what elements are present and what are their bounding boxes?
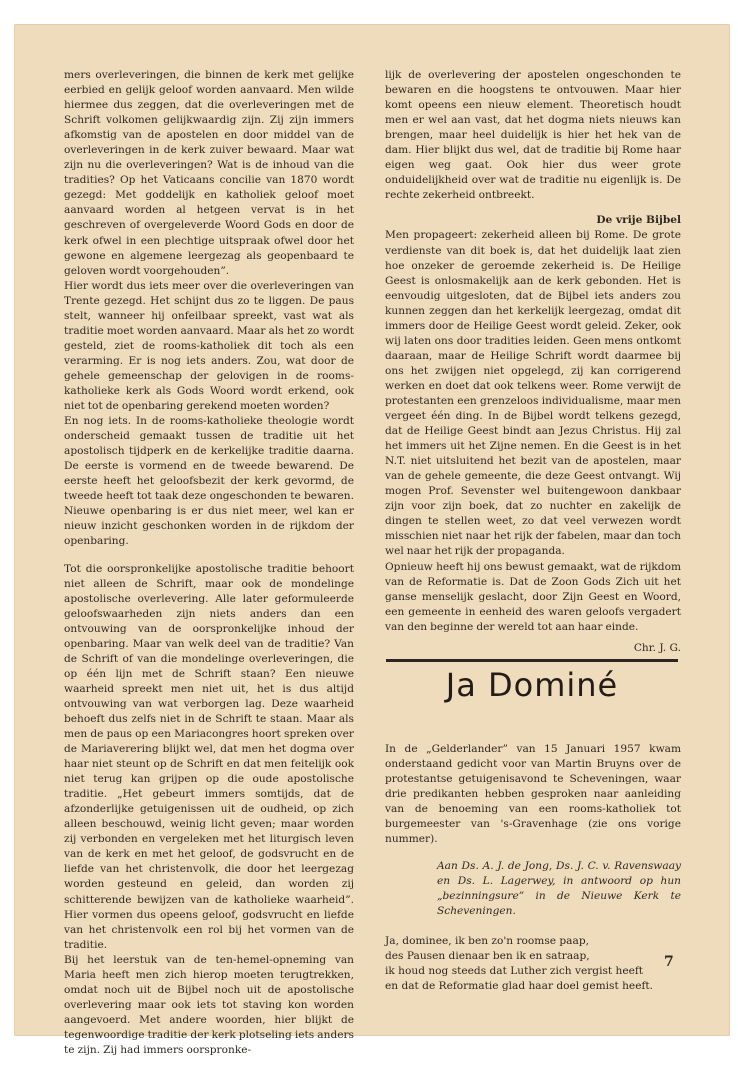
left-paragraph-2: Hier wordt dus iets meer over die overleveringen van Trente gezegd. Het schijnt dus zo te liggen. De paus stelt, wanneer hij onfeilbaar spreekt, vast wat als traditie moet worden aanvaard. Maar als het zo wordt gesteld, ziet de rooms-katholiek dit toch als een verarming. Er is nog iets anders. Zou, wat door de gehele gemeenschap der gelovigen in de rooms-katholieke kerk als Gods Woord wordt erkend, ook niet tot de openbaring gerekend moeten worden?: [64, 279, 354, 413]
paragraph-gap: [64, 550, 354, 562]
right-paragraph-3: Opnieuw heeft hij ons bewust gemaakt, wat de rijkdom van de Reformatie is. Dat de Zoon Gods Zich uit het ganse menselijk geslacht, door Zijn Geest en Woord, een gemeente in eenheid des waren geloofs vergadert van den beginne der wereld tot aan haar einde.: [385, 560, 681, 633]
left-paragraph-5: Bij het leerstuk van de ten-hemel-opneming van Maria heeft men zich hierop moeten terugtrekken, omdat noch uit de Bijbel noch uit de apostolische overlevering maar ook iets tot staving kon worden aangevoerd. Met andere woorden, hier blijkt de tegenwoordige traditie der kerk plotseling iets anders te zijn. Zij had immers oorspronke-: [64, 953, 354, 1056]
right-paragraph-2: Men propageert: zekerheid alleen bij Rome. De grote verdienste van dit boek is, dat het duidelijk laat zien hoe onzeker de geroemde zekerheid is. De Heilige Geest is onlosmakelijk aan de kerk gebonden. Het is eenvoudig uitgesloten, dat de Bijbel iets anders zou kunnen zeggen dan het kerkelijk leergezag, omdat dit immers door de Heilige Geest wordt geleid. Zeker, ook wij laten ons door tradities leiden. Geen mens ontkomt daaraan, maar de Heilige Schrift wordt daarmee bij ons het zwijgen niet opgelegd, zij kan corrigerend werken en doet dat ook telkens weer. Rome verwijt de protestanten een grenzeloos individualisme, maar men vergeet één ding. In de Bijbel wordt telkens gezegd, dat de Heilige Geest bindt aan Jezus Christus. Hij zal het immers uit het Zijne nemen. En die Geest is in het N.T. niet uitsluitend het bezit van de apostelen, maar van de gehele gemeente, die deze Geest ontvangt. Wij mogen Prof. Sevenster wel buitengewoon dankbaar zijn voor zijn boek, dat zo nuchter en zakelijk de dingen te stellen weet, zo dat veel verwezen wordt misschien niet naar het rijk der fabelen, maar dan toch wel naar het rijk der propaganda.: [385, 229, 681, 558]
title-rule: [386, 659, 678, 662]
poem-line: ik houd nog steeds dat Luther zich vergist heeft: [385, 964, 644, 977]
poem-dedication: Aan Ds. A. J. de Jong, Ds. J. C. v. Ravenswaay en Ds. L. Lagerwey, in antwoord op hun „bezinningsure” in de Nieuwe Kerk te Scheveningen.: [437, 860, 681, 918]
poem-line: des Pausen dienaar ben ik en satraap,: [385, 949, 590, 962]
article-title: Ja Dominé: [445, 666, 619, 704]
poem-line: en dat de Reformatie glad haar doel gemist heeft.: [385, 979, 654, 992]
left-column: [64, 68, 354, 1058]
left-paragraph-3: En nog iets. In de rooms-katholieke theologie wordt onderscheid gemaakt tussen de traditie uit het apostolisch tijdperk en de kerkelijke traditie daarna. De eerste is vormend en de tweede bewarend. De eerste heeft het geloofsbezit der kerk gevormd, de tweede heeft tot taak deze ongeschonden te bewaren. Nieuwe openbaring is er dus niet meer, wel kan er nieuw inzicht geschonken worden in de rijkdom der openbaring.: [64, 415, 354, 548]
left-paragraph-4: Tot die oorspronkelijke apostolische traditie behoort niet alleen de Schrift, maar ook de mondelinge apostolische overlevering. Alle later geformuleerde geloofswaarheden zijn niets anders dan een ontvouwing van de oorspronkelijke inhoud der openbaring. Maar van welk deel van de traditie? Van de Schrift of van die mondelinge overleveringen, die op één lijn met de Schrift staan? Een nieuwe waarheid spreekt men niet uit, het is dus altijd ontvouwing van wat verborgen lag. Deze waarheid behoeft dus zelfs niet in de Schrift te staan. Maar als men de paus op een Mariacongres hoort spreken over de Mariaverering blijkt wel, dat men het dogma over haar niet steunt op de Schrift en dat men feitelijk ook niet terug kan grijpen op die oude apostolische traditie. „Het gebeurt immers somtijds, dat de afzonderlijke getuigenissen uit de oudheid, op zich alleen beschouwd, weinig licht geven; maar worden zij verbonden en vergeleken met het liturgisch leven van de kerk en met het geloof, de godsvrucht en de liefde van het christenvolk, die door het leergezag worden gesteund en geleid, dan worden zij schitterende bewijzen van de katholieke waarheid”. Hier vormen dus opeens geloof, godsvrucht en liefde van het christenvolk een rol bij het vormen van de traditie.: [64, 562, 354, 951]
page-number: 7: [664, 954, 674, 970]
section-heading: De vrije Bijbel: [596, 214, 681, 227]
author-signature: Chr. J. G.: [633, 641, 681, 654]
poem: [385, 934, 681, 994]
magazine-page: [14, 24, 730, 1056]
right-column: [385, 68, 681, 656]
article-two: [385, 742, 681, 994]
poem-line: Ja, dominee, ik ben zo'n roomse paap,: [385, 934, 589, 947]
left-paragraph-1: mers overleveringen, die binnen de kerk met gelijke eerbied en gelijk geloof worden aanvaard. Men wilde hiermee dus zeggen, dat die overleveringen met de Schrift volkomen gelijkwaardig zijn. Zij zijn immers afkomstig van de apostelen en door middel van de overleveringen in de kerk zuiver bewaard. Maar wat zijn nu die overleveringen? Wat is de inhoud van die tradities? Op het Vaticaans concilie van 1870 wordt gezegd: Met goddelijk en katholiek geloof moet aanvaard worden al hetgeen vervat is in het geschreven of overgeleverde Woord Gods en door de kerk ofwel in een plechtige uitspraak ofwel door het gewone en algemene leergezag als geopenbaard te geloven wordt voorgehouden”.: [64, 69, 354, 277]
right-paragraph-1: lijk de overlevering der apostelen ongeschonden te bewaren en die hoogstens te ontvouwen. Maar hier komt opeens een nieuw element. Theoretisch houdt men er wel aan vast, dat het dogma niets nieuws kan brengen, maar heel duidelijk is hier het hek van de dam. Hier blijkt dus wel, dat de traditie bij Rome haar eigen weg gaat. Ook hier dus weer grote onduidelijkheid over wat de traditie nu eigenlijk is. De rechte zekerheid ontbreekt.: [385, 69, 681, 202]
article-intro: In de „Gelderlander” van 15 Januari 1957 kwam onderstaand gedicht voor van Martin Bruyns over de protestantse getuigenisavond te Scheveningen, waar drie predikanten hebben gesproken naar aanleiding van de benoeming van een rooms-katholiek tot burgemeester van 's-Gravenhage (zie ons vorige nummer).: [385, 743, 681, 846]
